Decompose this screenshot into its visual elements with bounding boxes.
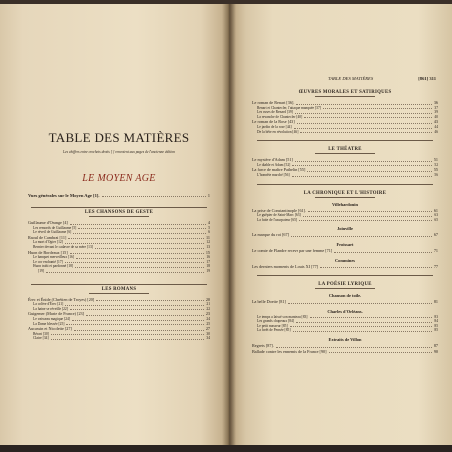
entry-label: La haine se réveille [22] xyxy=(33,306,68,311)
entry-page: 27 xyxy=(205,326,210,332)
toc-entry[interactable] xyxy=(252,218,438,223)
entry-page: 46 xyxy=(434,129,438,134)
entry-label: Regrets [87]. xyxy=(252,343,274,349)
leader-dots xyxy=(51,334,205,335)
entry-page: 43 xyxy=(433,119,438,125)
leader-dots xyxy=(308,211,432,212)
right-page-content xyxy=(252,90,438,354)
entry-label: La colère d'Érec [21] xyxy=(33,302,64,307)
left-page-content xyxy=(28,130,210,341)
divider xyxy=(257,140,433,141)
entry-label: Les derniers moments de Louis XI [77] xyxy=(252,263,319,269)
commines-list xyxy=(252,264,438,270)
charles-orleans-heading: Charles d'Orléans. xyxy=(327,308,363,314)
entry-page: 56 xyxy=(434,172,438,177)
entry-label: Les remords de Guillaume [5] xyxy=(33,225,77,230)
entry-label: Le petit masseur [85] xyxy=(257,323,288,328)
entry-page: 71 xyxy=(433,247,438,253)
froissart-heading: Froissart xyxy=(336,241,354,247)
running-head-title: TABLE DES MATIÈRES xyxy=(328,76,374,81)
bottom-edge xyxy=(0,445,452,452)
commines-heading: Commines xyxy=(334,257,355,263)
entry-label: De la bête en révolution [46] xyxy=(257,129,299,134)
leader-dots xyxy=(68,238,204,239)
entry-label: Renart et Chantecler, l'attaque manquée [37] xyxy=(257,105,321,110)
leader-dots xyxy=(76,258,204,259)
entry-label: La prise de Constantinople [61]. xyxy=(252,207,307,213)
book-gutter xyxy=(222,0,236,452)
chansons-list xyxy=(28,220,210,274)
leader-dots xyxy=(72,320,204,321)
entry-page: 11 xyxy=(205,234,210,240)
entry-page: 67 xyxy=(433,232,438,238)
entry-label: [19] xyxy=(38,268,44,273)
divider xyxy=(315,197,375,198)
leader-dots xyxy=(51,339,205,340)
entry-page: 52 xyxy=(434,162,438,167)
divider xyxy=(315,153,375,154)
entry-label: Le vaisseau magique [24] xyxy=(33,316,71,321)
froissart-list xyxy=(252,248,438,254)
leader-dots xyxy=(96,300,204,301)
leader-dots xyxy=(299,220,432,221)
entry-page: 30 xyxy=(206,331,210,336)
entry-page: 22 xyxy=(206,306,210,311)
leader-dots xyxy=(296,104,431,105)
entry-label: La Dame blessée [25] xyxy=(33,321,65,326)
top-edge xyxy=(0,0,452,4)
theatre-list xyxy=(252,157,438,177)
toc-entry[interactable] xyxy=(252,328,438,333)
toc-entry-vues-generales[interactable] xyxy=(28,193,210,198)
entry-page: 25 xyxy=(206,321,210,326)
leader-dots xyxy=(297,123,432,124)
entry-label: La forêt de Pensée [85] xyxy=(257,328,291,333)
entry-page: 44 xyxy=(434,124,438,129)
divider xyxy=(89,293,149,294)
chronique-heading: LA CHRONIQUE ET L'HISTOIRE xyxy=(303,190,387,196)
entry-page: 81 xyxy=(433,299,438,305)
leader-dots xyxy=(307,171,431,172)
entry-label: Le guêpier de Saint-Marc [63] xyxy=(257,213,301,218)
entry-label: Les grands chapeaux [84] xyxy=(257,319,295,324)
entry-page: 20 xyxy=(205,296,210,302)
leader-dots xyxy=(310,317,433,318)
entry-label: Le jardin de la rose [44] xyxy=(257,124,292,129)
entry-page: 85 xyxy=(434,328,438,333)
leader-dots xyxy=(291,236,432,237)
entry-label: Le réveil de Guillaume [6] xyxy=(33,230,72,235)
leader-dots xyxy=(288,303,432,304)
leader-dots xyxy=(65,262,205,263)
entry-label: Le temps a laissé son manteau [83] xyxy=(257,314,308,319)
section-moyen-age-title: LE MOYEN AGE xyxy=(82,173,156,184)
entry-label: Bernier devant le cadavre de sa mère [13] xyxy=(33,244,93,249)
entry-page: 34 xyxy=(206,336,210,341)
entry-label: Claire [34] xyxy=(33,336,49,341)
entry-label: Les ruses de Renard [39] xyxy=(257,110,293,115)
leader-dots xyxy=(295,161,432,162)
oeuvres-heading: ŒUVRES MORALES ET SATIRIQUES xyxy=(298,90,392,95)
entry-page: 24 xyxy=(206,316,210,321)
leader-dots xyxy=(296,322,432,323)
theatre-heading: LE THÉATRE xyxy=(328,147,362,153)
entry-label: La revanche de Chantecler [40] xyxy=(257,114,303,119)
leader-dots xyxy=(74,330,204,331)
running-head xyxy=(328,76,436,81)
divider xyxy=(31,207,207,208)
leader-dots xyxy=(65,243,205,244)
entry-page: 63 xyxy=(434,213,438,218)
toc-title: TABLE DES MATIÈRES xyxy=(48,130,190,145)
leader-dots xyxy=(300,132,432,133)
leader-dots xyxy=(303,216,433,217)
entry-label: La mort d'Ogier [12] xyxy=(33,240,63,245)
entry-page: 85 xyxy=(434,323,438,328)
divider xyxy=(31,284,207,285)
leader-dots xyxy=(323,108,432,109)
page-number: [861] 311 xyxy=(418,76,436,81)
leader-dots xyxy=(334,252,432,253)
toc-entry[interactable] xyxy=(252,130,438,135)
villon-heading: Extraits de Villon xyxy=(328,337,362,343)
leader-dots xyxy=(66,324,204,325)
leader-dots xyxy=(65,305,204,306)
leader-dots xyxy=(46,272,204,273)
toc-entry[interactable] xyxy=(252,349,438,355)
entry-page: 21 xyxy=(206,302,210,307)
entry-label: Le mystère d'Adam [51] xyxy=(252,157,293,163)
entry-page: 61 xyxy=(433,207,438,213)
leader-dots xyxy=(86,315,204,316)
entry-label: L'honnête marché [56] xyxy=(257,172,290,177)
divider xyxy=(257,275,433,276)
entry-page: 17 xyxy=(206,259,210,264)
divider xyxy=(315,288,375,289)
entry-label: Guigemer (Marie de France) [23] xyxy=(28,311,85,317)
entry-label: Le comte de Flandre recevr par une femme [71] xyxy=(252,247,333,253)
chanson-de-toile-heading: Chanson de toile. xyxy=(328,293,362,299)
leader-dots xyxy=(292,176,433,177)
entry-page: 15 xyxy=(205,249,210,255)
leader-dots xyxy=(73,233,206,234)
entry-page: 37 xyxy=(434,105,438,110)
toc-entry[interactable] xyxy=(252,173,438,178)
divider xyxy=(89,216,149,217)
toc-entry[interactable] xyxy=(252,248,438,254)
entry-page: 83 xyxy=(434,314,438,319)
leader-dots xyxy=(102,193,206,197)
entry-label: Le diable et Adam [52] xyxy=(257,162,291,167)
toc-entry[interactable] xyxy=(28,336,210,341)
entry-page: 18 xyxy=(206,264,210,269)
toc-subtitle: Les chiffres entre crochets droits [ ] renvoient aux pages de l'ancienne édition xyxy=(63,150,175,154)
leader-dots xyxy=(293,331,433,332)
chanson-list xyxy=(252,299,438,305)
entry-label: Huon trahi et pardonné [18] xyxy=(33,264,74,269)
entry-page: 6 xyxy=(208,230,210,235)
entry-page: 12 xyxy=(206,240,210,245)
entry-page: 13 xyxy=(206,244,210,249)
villon-list xyxy=(252,343,438,354)
poesie-heading: LA POÉSIE LYRIQUE xyxy=(318,282,372,288)
entry-page: 39 xyxy=(434,110,438,115)
romans-heading: LES ROMANS xyxy=(101,286,137,292)
leader-dots xyxy=(304,117,432,118)
leader-dots xyxy=(95,248,204,249)
entry-label: Le roman de Renart [36]. xyxy=(252,100,295,105)
joinville-heading: Joinville xyxy=(337,226,353,232)
entry-page: 87 xyxy=(433,343,438,349)
leader-dots xyxy=(75,267,204,268)
divider xyxy=(315,96,375,97)
entry-page: 65 xyxy=(434,217,438,222)
entry-label: Le banquet merveilleux [16] xyxy=(33,255,75,260)
entry-label: Ballade contre les ennemis de la France [90] xyxy=(252,348,327,354)
right-page xyxy=(228,0,452,452)
chansons-de-geste-heading: LES CHANSONS DE GESTE xyxy=(84,210,154,215)
leader-dots xyxy=(70,253,204,254)
entry-label: Érec et Énide (Chrétien de Troyes) [20] xyxy=(28,296,95,302)
toc-entry[interactable] xyxy=(252,299,438,305)
entry-page: 4 xyxy=(207,220,210,225)
entry-page: 5 xyxy=(208,225,210,230)
entry-label: Raoul de Cambrai [11] xyxy=(28,234,67,240)
joinville-list xyxy=(252,232,438,238)
divider xyxy=(257,184,433,185)
entry-page: 19 xyxy=(206,268,210,273)
entry-page: 90 xyxy=(433,348,438,354)
leader-dots xyxy=(294,128,433,129)
leader-dots xyxy=(292,165,432,166)
leader-dots xyxy=(320,267,432,268)
leader-dots xyxy=(329,352,432,353)
entry-page: 40 xyxy=(434,114,438,119)
entry-label: La fuite de l'usurpateur [65] xyxy=(257,217,298,222)
leader-dots xyxy=(276,347,432,348)
villehardouin-list xyxy=(252,208,438,223)
leader-dots xyxy=(70,309,204,310)
entry-label: Le roman de la Rose [43] xyxy=(252,119,295,125)
entry-label: La marque du roi [67] xyxy=(252,232,289,238)
oeuvres-list xyxy=(252,100,438,134)
villehardouin-heading: Villehardouin xyxy=(332,201,358,207)
entry-label: Guillaume d'Orange [4] xyxy=(28,220,68,225)
orleans-list xyxy=(252,315,438,333)
leader-dots xyxy=(70,224,206,225)
entry-page: 36 xyxy=(433,100,438,105)
entry-label: La farce de maître Pathelin [55] xyxy=(252,167,306,173)
entry-label: Aucassin et Nicolette [27] xyxy=(28,326,72,332)
entry-label: La belle Doette [81] xyxy=(252,299,286,305)
entry-page: 23 xyxy=(205,311,210,317)
entry-page: 51 xyxy=(433,157,438,163)
romans-list xyxy=(28,297,210,341)
leader-dots xyxy=(295,113,432,114)
entry-label: Bérart [30] xyxy=(33,331,49,336)
leader-dots xyxy=(78,228,206,229)
toc-entry[interactable] xyxy=(28,269,210,274)
leader-dots xyxy=(290,326,433,327)
entry-page: 1 xyxy=(207,193,210,198)
entry-page: 84 xyxy=(434,319,438,324)
entry-page: 77 xyxy=(433,263,438,269)
entry-label: Huon de Bordeaux [15] xyxy=(28,249,68,255)
entry-label: Le cor enchanté [17] xyxy=(33,259,63,264)
toc-entry[interactable] xyxy=(252,232,438,238)
entry-page: 55 xyxy=(433,167,438,173)
toc-entry[interactable] xyxy=(252,264,438,270)
entry-label: Vues générales sur le Moyen Age [1]. xyxy=(28,193,100,198)
entry-page: 16 xyxy=(206,255,210,260)
